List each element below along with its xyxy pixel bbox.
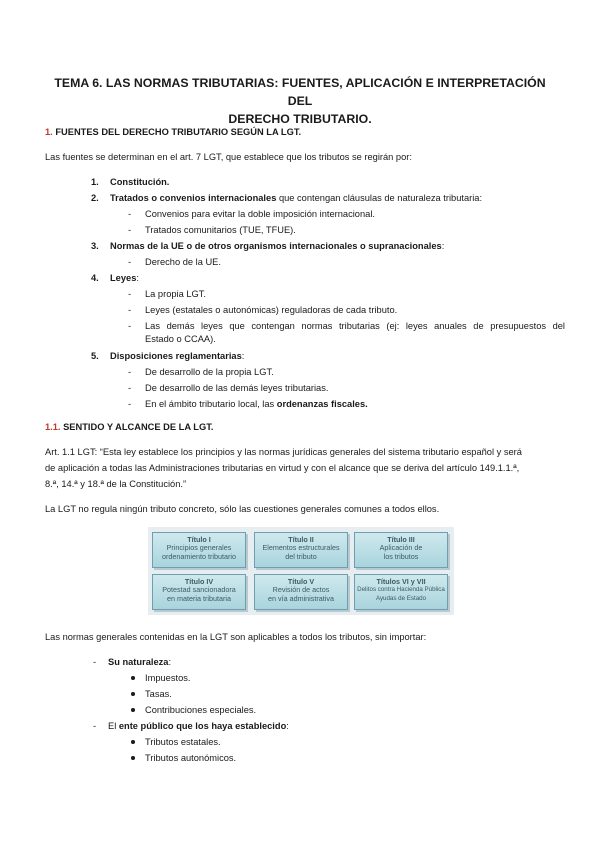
naturaleza-colon: : — [168, 657, 172, 667]
title-box-desc: Ayudas de Estado — [375, 594, 427, 602]
normas-paragraph: Las normas generales contenidas en la LGT son aplicables a todos los tributos, sin importar: — [45, 632, 427, 642]
naturaleza-subitem: Contribuciones especiales. — [145, 705, 257, 715]
title-box-desc: Principios generales — [166, 543, 232, 553]
title-box-desc: ordenamiento tributario — [162, 551, 236, 561]
title-box — [354, 532, 448, 568]
dash-bullet: - — [128, 305, 132, 315]
list-item-rest: : — [136, 273, 139, 283]
sub-item — [145, 398, 368, 410]
title-box-heading: Títulos VI y VII — [376, 577, 426, 586]
title-box-desc: Potestad sancionadora — [162, 585, 236, 595]
intro-paragraph: Las fuentes se determinan en el art. 7 LGT, que establece que los tributos se regirán por: — [45, 152, 412, 162]
section-1-heading — [45, 126, 301, 138]
title-box — [152, 532, 246, 568]
title-box-heading: Título II — [288, 535, 314, 544]
dash-bullet: - — [128, 209, 132, 219]
list-item-label: Tratados o convenios internacionales — [110, 193, 277, 203]
naturaleza-subitem: Impuestos. — [145, 673, 191, 683]
sub-item-text: En el ámbito tributario local, las — [145, 399, 277, 409]
title-box-heading: Título IV — [184, 577, 214, 586]
naturaleza-item — [108, 656, 171, 668]
lgt-paragraph: La LGT no regula ningún tributo concreto, sólo las cuestiones generales comunes a todos ellos. — [45, 504, 440, 514]
dash-bullet: - — [128, 367, 132, 377]
ente-prefix: El — [108, 721, 119, 731]
sub-item-bold: ordenanzas fiscales. — [276, 399, 368, 409]
title-box-heading: Título I — [187, 535, 211, 544]
list-item-rest: que contengan cláusulas de naturaleza tributaria: — [276, 193, 483, 203]
ente-label: ente público que los haya establecido — [118, 721, 287, 731]
dash-bullet: - — [128, 257, 132, 267]
ente-colon: : — [286, 721, 289, 731]
title-box — [152, 574, 246, 610]
sub-item: Tratados comunitarios (TUE, TFUE). — [145, 225, 296, 235]
list-item-leyes — [110, 272, 139, 284]
title-box-desc: en vía administrativa — [268, 593, 334, 603]
title-box-desc: Elementos estructurales — [262, 543, 340, 553]
dash-bullet: - — [128, 289, 132, 299]
list-item-label: Leyes — [110, 273, 137, 283]
title-box-desc: del tributo — [285, 551, 317, 561]
article-quote-line: de aplicación a todas las Administraciones tributarias en virtud y con el alcance que se deriva del artículo 149.1.1.ª, — [45, 463, 520, 473]
list-item-reglamentarias — [110, 350, 244, 362]
title-box — [354, 574, 448, 610]
sub-item: De desarrollo de la propia LGT. — [145, 367, 274, 377]
bullet-dot — [131, 756, 135, 760]
list-item-constitucion: Constitución. — [110, 177, 170, 187]
list-number: 1. — [91, 177, 99, 187]
bullet-dot — [131, 692, 135, 696]
title-box — [254, 532, 348, 568]
bullet-dot — [131, 740, 135, 744]
sub-item: Derecho de la UE. — [145, 257, 221, 267]
list-item-normas-ue — [110, 240, 444, 252]
list-item-label: Normas de la UE o de otros organismos internacionales o supranacionales — [110, 241, 442, 251]
list-number: 4. — [91, 273, 99, 283]
title-box-heading: Título III — [387, 535, 415, 544]
sub-item-continuation: Estado o CCAA). — [145, 334, 216, 344]
title-line-1: TEMA 6. LAS NORMAS TRIBUTARIAS: FUENTES, APLICACIÓN E INTERPRETACIÓN DEL — [54, 76, 546, 108]
section-1-1-title: SENTIDO Y ALCANCE DE LA LGT. — [63, 422, 214, 432]
dash-bullet: - — [128, 399, 132, 409]
list-item-rest: : — [241, 351, 245, 361]
sub-item: Leyes (estatales o autonómicas) reguladoras de cada tributo. — [145, 305, 398, 315]
sub-item: De desarrollo de las demás leyes tributarias. — [145, 383, 329, 393]
list-item-rest: : — [441, 241, 445, 251]
section-1-1-number: 1.1. — [45, 422, 61, 432]
dash-bullet: - — [128, 225, 132, 235]
section-1-1-heading — [45, 421, 213, 433]
title-box-desc: los tributos — [383, 551, 419, 561]
title-box-desc: Delitos contra Hacienda Pública — [357, 586, 445, 594]
title-box-desc: en materia tributaria — [167, 593, 231, 603]
ente-item — [108, 720, 289, 732]
article-quote-line: 8.ª, 14.ª y 18.ª de la Constitución.” — [45, 479, 187, 489]
list-item-label: Disposiciones reglamentarias — [110, 351, 242, 361]
ente-subitem: Tributos estatales. — [145, 737, 221, 747]
section-1-title: FUENTES DEL DERECHO TRIBUTARIO SEGÚN LA LGT. — [55, 127, 302, 137]
page-title — [45, 74, 555, 128]
list-number: 3. — [91, 241, 99, 251]
dash-bullet: - — [93, 721, 97, 731]
list-number: 5. — [91, 351, 99, 361]
lgt-titles-diagram — [148, 527, 454, 615]
dash-bullet: - — [128, 321, 132, 331]
title-box-desc: Revisión de actos — [272, 585, 330, 595]
dash-bullet: - — [128, 383, 132, 393]
bullet-dot — [131, 708, 135, 712]
title-box-desc: Aplicación de — [379, 543, 423, 553]
ente-subitem: Tributos autonómicos. — [145, 753, 237, 763]
title-box-heading: Título V — [287, 577, 315, 586]
list-number: 2. — [91, 193, 99, 203]
sub-item: Convenios para evitar la doble imposición internacional. — [145, 209, 375, 219]
list-item-tratados — [110, 192, 482, 204]
bullet-dot — [131, 676, 135, 680]
section-1-number: 1. — [45, 127, 53, 137]
article-quote-line: Art. 1.1 LGT: “Esta ley establece los principios y las normas jurídicas generales del sistema tributario español y será — [45, 447, 522, 457]
title-line-2: DERECHO TRIBUTARIO. — [228, 112, 372, 126]
naturaleza-subitem: Tasas. — [145, 689, 172, 699]
naturaleza-label: Su naturaleza — [108, 657, 169, 667]
sub-item: Las demás leyes que contengan normas tributarias (ej: leyes anuales de presupuestos del — [145, 321, 565, 331]
title-box — [254, 574, 348, 610]
dash-bullet: - — [93, 657, 97, 667]
sub-item: La propia LGT. — [145, 289, 206, 299]
